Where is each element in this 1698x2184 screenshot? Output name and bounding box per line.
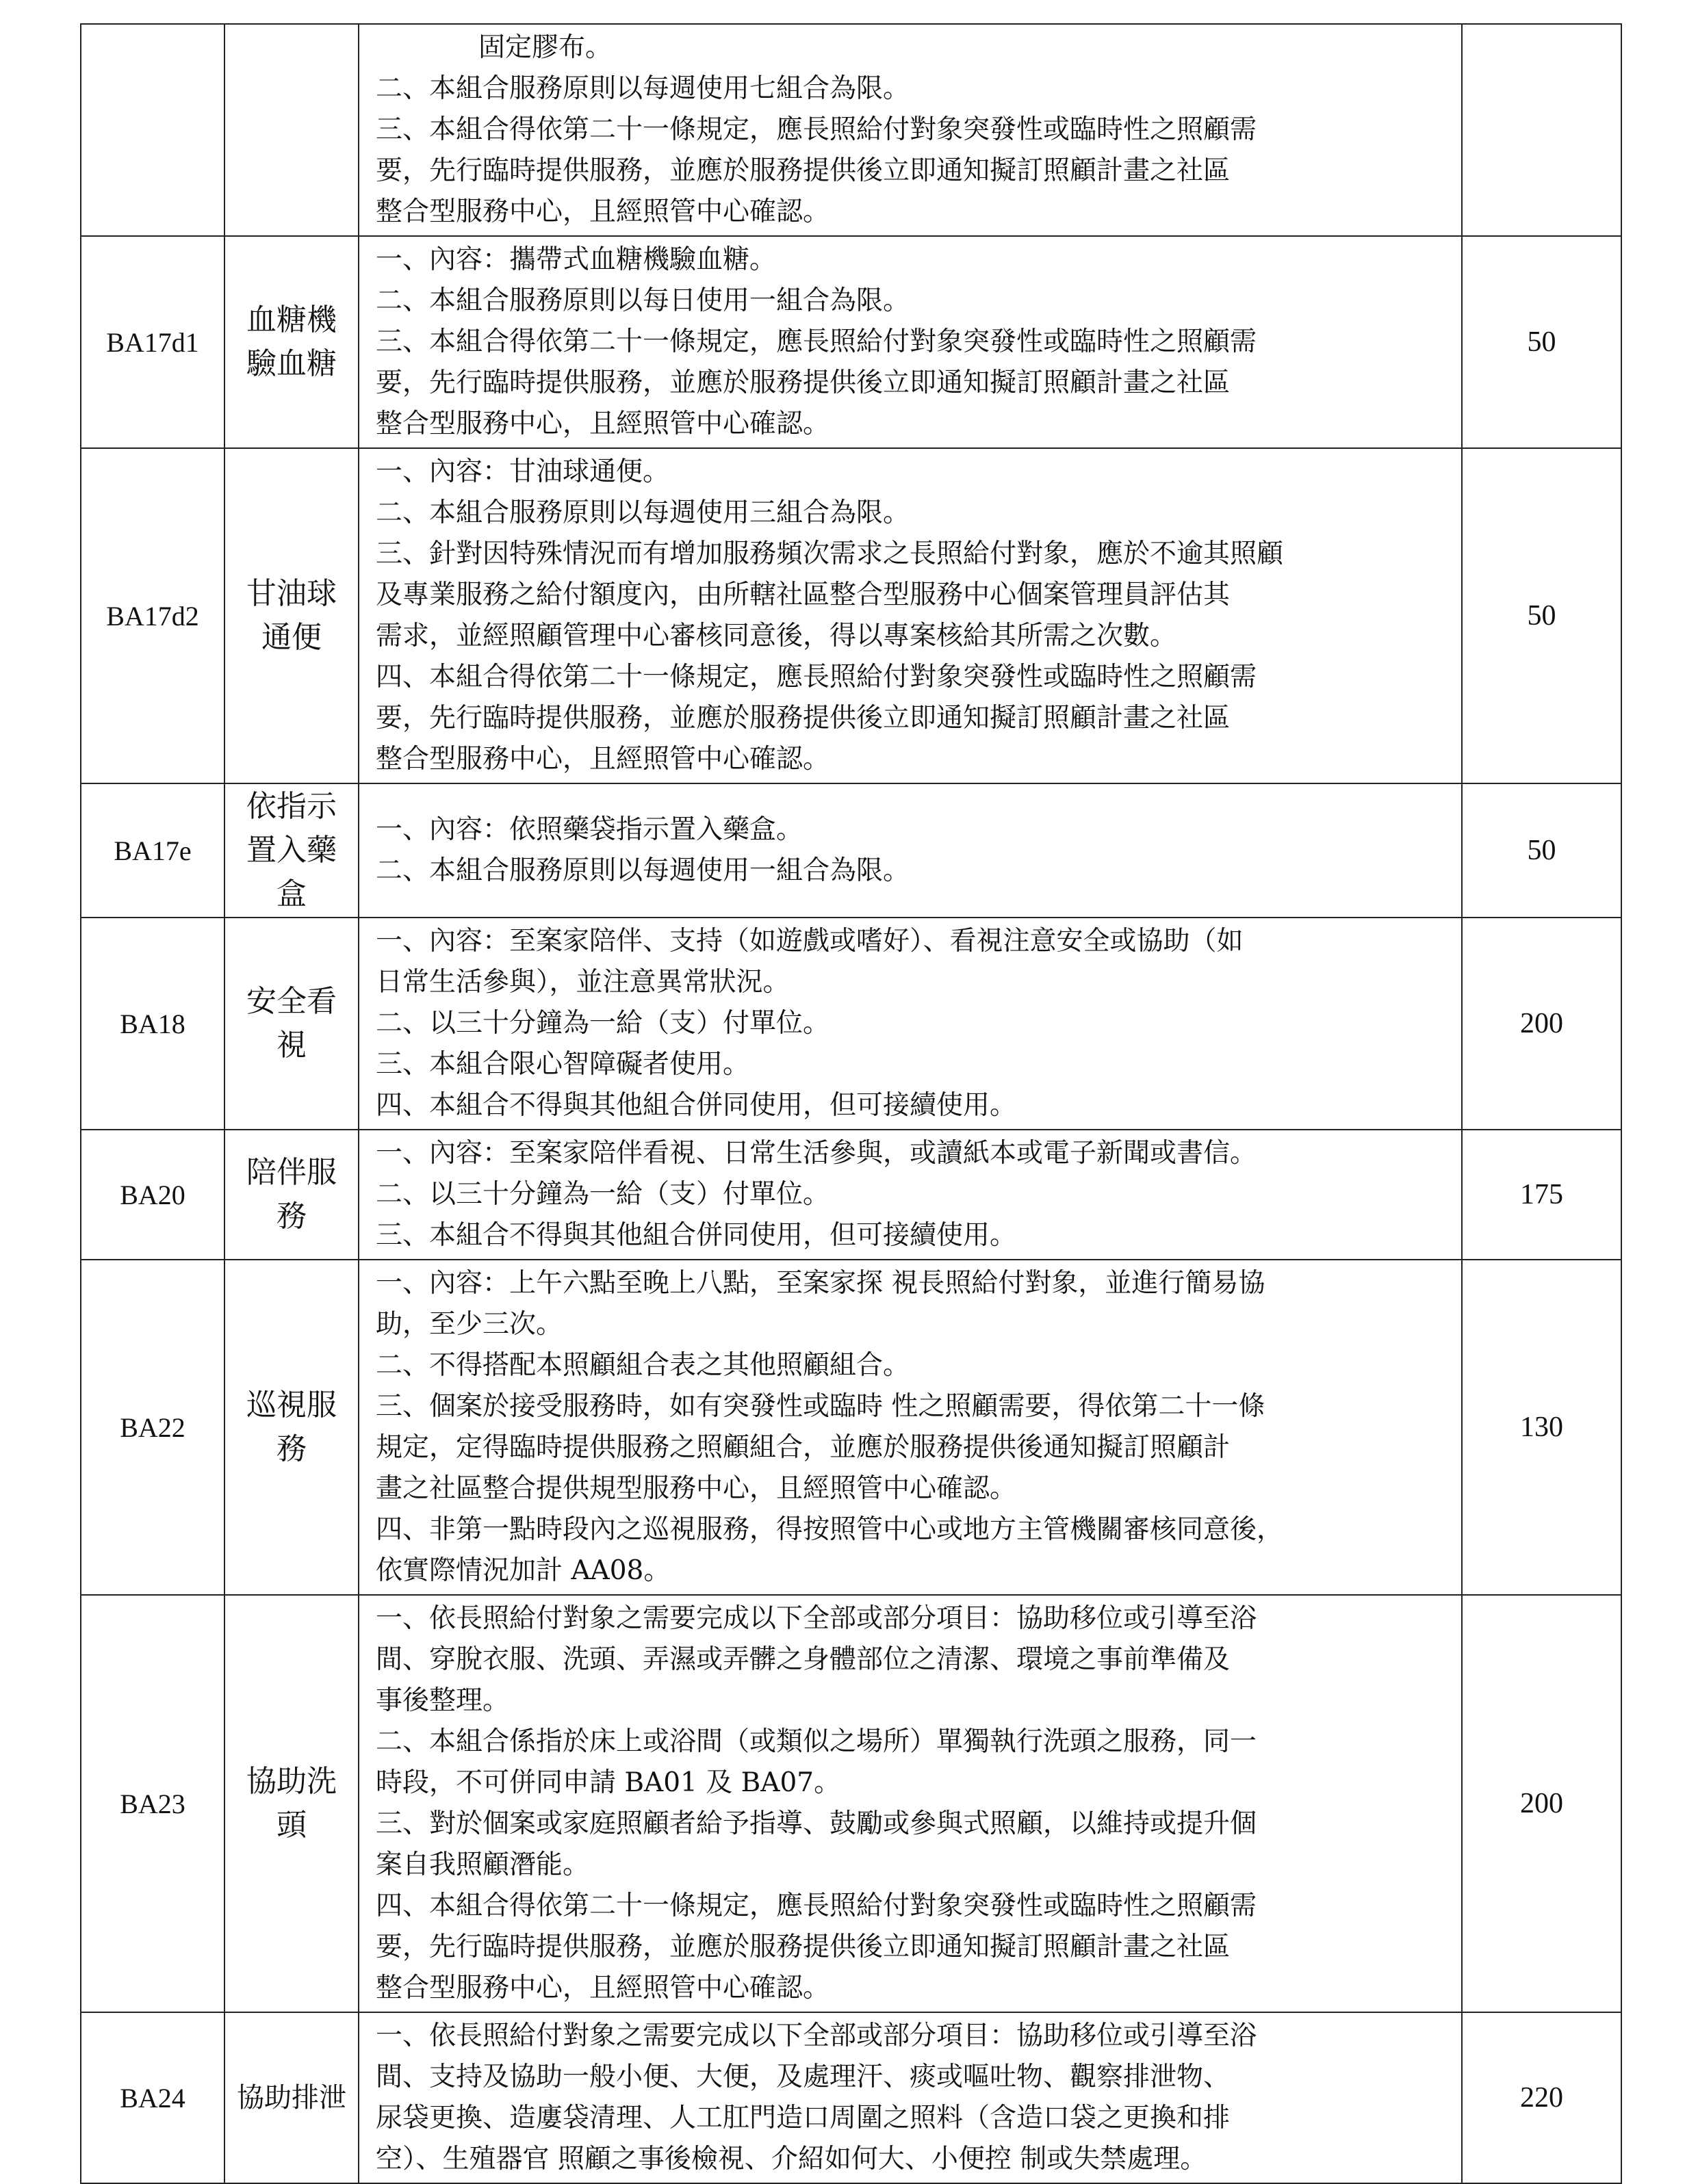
item-marker: 二、 [376,1726,430,1757]
description-item [376,1003,1449,1044]
item-marker: 二、 [376,285,430,316]
description-line: 內容：上午六點至晚上八點，至案家探 視長照給付對象，並進行簡易協 [429,1268,1265,1299]
item-marker: 三、 [376,1808,430,1839]
description-line: 及專業服務之給付額度內，由所轄社區整合型服務中心個案管理員評估其 [376,580,1231,610]
description-line: 內容：至案家陪伴、支持（如遊戲或嗜好）、看視注意安全或協助（如 [429,926,1244,957]
item-code: BA23 [81,1595,224,2012]
description-item [376,493,1449,534]
item-description [359,1130,1462,1260]
description-item [376,1133,1449,1174]
description-item [376,1386,1449,1509]
description-item [376,322,1449,445]
item-marker: 三、 [376,1391,430,1422]
description-line: 本組合服務原則以每週使用一組合為限。 [429,855,910,886]
item-marker: 二、 [376,497,430,528]
description-line: 內容：攜帶式血糖機驗血糖。 [429,244,777,275]
description-item [376,1044,1449,1085]
item-name: 協助排泄 [224,2012,359,2183]
description-line: 間、穿脫衣服、洗頭、弄濕或弄髒之身體部位之清潔、環境之事前準備及 [376,1644,1231,1675]
item-name: 巡視服務 [224,1260,359,1595]
description-line: 要，先行臨時提供服務，並應於服務提供後立即通知擬訂照顧計畫之社區 [376,1932,1231,1962]
item-marker: 二、 [376,1350,430,1381]
item-price: 220 [1462,2012,1621,2183]
description-item [376,1263,1449,1345]
item-marker: 一、 [376,1268,430,1299]
description-line: 本組合服務原則以每週使用七組合為限。 [429,73,910,104]
item-name [224,24,359,236]
item-code: BA17d1 [81,236,224,448]
table-row [81,24,1621,236]
description-item [376,1345,1449,1386]
table-row [81,1260,1621,1595]
description-item [376,1509,1449,1591]
description-item [376,850,1449,892]
item-description [359,24,1462,236]
description-item [376,109,1449,233]
item-code: BA18 [81,918,224,1130]
description-line: 整合型服務中心，且經照管中心確認。 [376,1973,830,2003]
description-line: 需求，並經照顧管理中心審核同意後，得以專案核給其所需之次數。 [376,621,1177,651]
item-marker: 二、 [376,1008,430,1039]
item-description [359,1260,1462,1595]
item-marker: 一、 [376,1138,430,1169]
description-line: 本組合限心智障礙者使用。 [429,1049,750,1080]
item-description [359,783,1462,918]
item-name: 血糖機驗血糖 [224,236,359,448]
item-code: BA17e [81,783,224,918]
item-price: 200 [1462,1595,1621,2012]
description-item [376,921,1449,1003]
item-marker: 三、 [376,1049,430,1080]
item-name: 安全看視 [224,918,359,1130]
item-price: 50 [1462,448,1621,783]
table-row [81,783,1621,918]
item-marker: 二、 [376,855,430,886]
description-line: 內容：甘油球通便。 [429,456,670,487]
item-name: 陪伴服務 [224,1130,359,1260]
table-row [81,236,1621,448]
item-marker: 一、 [376,926,430,957]
description-item [376,1804,1449,1886]
table-row [81,918,1621,1130]
description-line: 日常生活參與），並注意異常狀況。 [376,967,790,998]
description-item [376,1215,1449,1256]
description-item [376,1721,1449,1804]
item-marker: 二、 [376,73,430,104]
item-marker: 三、 [376,538,430,569]
description-line: 尿袋更換、造廔袋清理、人工肛門造口周圍之照料（含造口袋之更換和排 [376,2103,1231,2133]
item-marker: 一、 [376,2020,430,2051]
description-item [376,1886,1449,2009]
item-description [359,1595,1462,2012]
item-marker: 四、 [376,662,430,692]
description-line: 間、支持及協助一般小便、大便，及處理汗、痰或嘔吐物、觀察排泄物、 [376,2062,1231,2092]
description-line: 個案於接受服務時，如有突發性或臨時 性之照顧需要，得依第二十一條 [429,1391,1265,1422]
item-code: BA17d2 [81,448,224,783]
item-price: 50 [1462,236,1621,448]
item-marker: 三、 [376,114,430,145]
description-line: 內容：至案家陪伴看視、日常生活參與，或讀紙本或電子新聞或書信。 [429,1138,1257,1169]
description-item [376,68,1449,109]
description-line: 依長照給付對象之需要完成以下全部或部分項目：協助移位或引導至浴 [429,1603,1257,1634]
description-line: 不得搭配本照顧組合表之其他照顧組合。 [429,1350,910,1381]
description-item [376,2016,1449,2180]
description-line: 本組合服務原則以每日使用一組合為限。 [429,285,910,316]
description-line: 內容：依照藥袋指示置入藥盒。 [429,814,803,845]
item-marker: 四、 [376,1514,430,1545]
table-row [81,2012,1621,2183]
description-line: 畫之社區整合提供規型服務中心，且經照管中心確認。 [376,1473,1017,1504]
description-line: 整合型服務中心，且經照管中心確認。 [376,408,830,439]
description-line: 以三十分鐘為一給（支）付單位。 [429,1179,830,1210]
item-code [81,24,224,236]
description-line: 要，先行臨時提供服務，並應於服務提供後立即通知擬訂照顧計畫之社區 [376,367,1231,398]
description-line: 案自我照顧潛能。 [376,1849,590,1880]
description-line: 要，先行臨時提供服務，並應於服務提供後立即通知擬訂照顧計畫之社區 [376,703,1231,733]
item-marker: 一、 [376,814,430,845]
item-code: BA20 [81,1130,224,1260]
item-marker: 二、 [376,1179,430,1210]
description-item [376,239,1449,281]
item-price: 50 [1462,783,1621,918]
item-name: 依指示置入藥盒 [224,783,359,918]
item-description [359,2012,1462,2183]
table-row [81,1130,1621,1260]
description-line: 本組合服務原則以每週使用三組合為限。 [429,497,910,528]
item-price: 200 [1462,918,1621,1130]
description-line: 以三十分鐘為一給（支）付單位。 [429,1008,830,1039]
description-line: 依長照給付對象之需要完成以下全部或部分項目：協助移位或引導至浴 [429,2020,1257,2051]
description-line: 固定膠布。 [478,32,613,63]
table-row [81,1595,1621,2012]
description-line: 時段，不可併同申請 BA01 及 BA07。 [376,1767,841,1798]
description-line: 本組合不得與其他組合併同使用，但可接續使用。 [429,1220,1017,1251]
description-line: 對於個案或家庭照顧者給予指導、鼓勵或參與式照顧，以維持或提升個 [429,1808,1257,1839]
description-item [376,809,1449,850]
description-item [376,452,1449,493]
description-item [376,534,1449,657]
description-item [376,1085,1449,1126]
description-line: 規定，定得臨時提供服務之照顧組合，並應於服務提供後通知擬訂照顧計 [376,1432,1231,1463]
item-price: 175 [1462,1130,1621,1260]
description-line: 整合型服務中心，且經照管中心確認。 [376,744,830,775]
description-line: 空）、生殖器官 照顧之事後檢視、介紹如何大、小便控 制或失禁處理。 [376,2144,1207,2174]
description-line: 本組合得依第二十一條規定，應長照給付對象突發性或臨時性之照顧需 [429,114,1257,145]
item-description [359,236,1462,448]
item-code: BA22 [81,1260,224,1595]
item-price: 130 [1462,1260,1621,1595]
description-item [376,1598,1449,1721]
description-line: 非第一點時段內之巡視服務，得按照管中心或地方主管機關審核同意後， [429,1514,1284,1545]
description-line: 本組合得依第二十一條規定，應長照給付對象突發性或臨時性之照顧需 [429,326,1257,357]
item-marker: 一、 [376,244,430,275]
item-name: 協助洗頭 [224,1595,359,2012]
description-item [376,27,1449,68]
description-line: 整合型服務中心，且經照管中心確認。 [376,196,830,227]
description-line: 事後整理。 [376,1685,510,1716]
item-description [359,448,1462,783]
description-line: 針對因特殊情況而有增加服務頻次需求之長照給付對象，應於不逾其照顧 [429,538,1284,569]
table-row [81,448,1621,783]
care-combination-table [80,23,1622,2184]
item-marker: 三、 [376,326,430,357]
item-name: 甘油球通便 [224,448,359,783]
description-line: 依實際情況加計 AA08。 [376,1555,671,1586]
description-item [376,657,1449,780]
description-line: 本組合係指於床上或浴間（或類似之場所）單獨執行洗頭之服務，同一 [429,1726,1257,1757]
description-line: 本組合得依第二十一條規定，應長照給付對象突發性或臨時性之照顧需 [429,662,1257,692]
item-marker: 一、 [376,1603,430,1634]
item-marker: 四、 [376,1090,430,1121]
item-marker: 四、 [376,1890,430,1921]
description-line: 本組合得依第二十一條規定，應長照給付對象突發性或臨時性之照顧需 [429,1890,1257,1921]
item-marker: 一、 [376,456,430,487]
item-code: BA24 [81,2012,224,2183]
item-price [1462,24,1621,236]
description-line: 要，先行臨時提供服務，並應於服務提供後立即通知擬訂照顧計畫之社區 [376,155,1231,186]
description-item [376,1174,1449,1215]
item-marker: 三、 [376,1220,430,1251]
description-line: 助，至少三次。 [376,1309,563,1340]
description-line: 本組合不得與其他組合併同使用，但可接續使用。 [429,1090,1017,1121]
item-description [359,918,1462,1130]
description-item [376,281,1449,322]
